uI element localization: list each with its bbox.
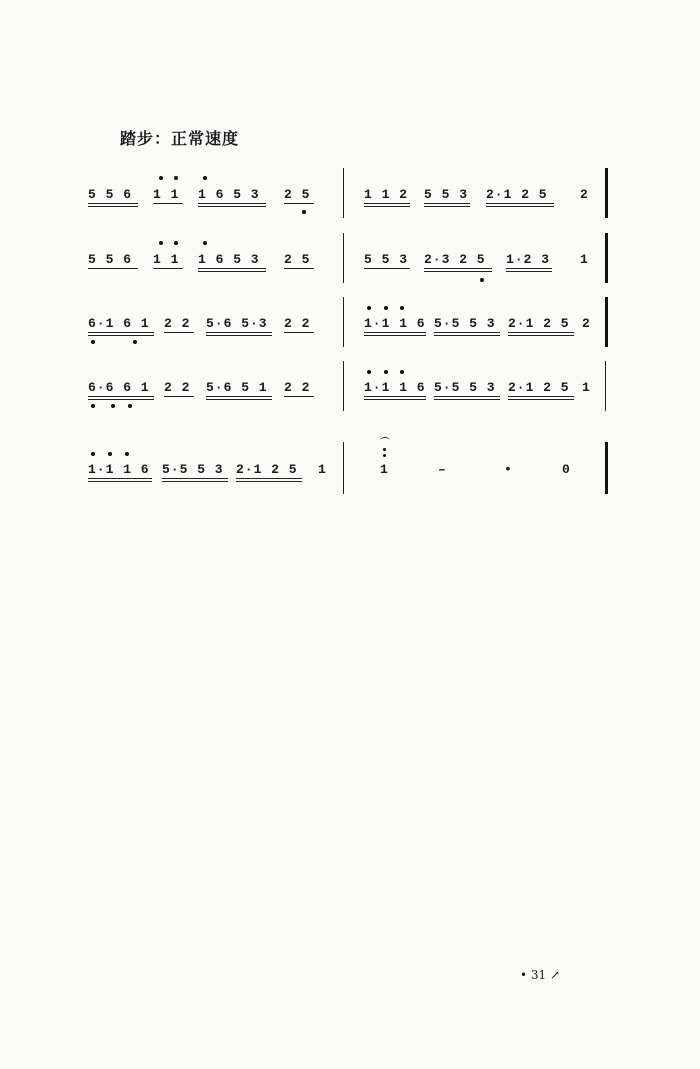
note-group: 6·6 6 1 <box>88 380 150 395</box>
bar-line <box>605 168 608 218</box>
note-group: 2 2 <box>164 380 191 395</box>
bar-line <box>343 168 344 218</box>
note-group: 2·1 2 5 <box>508 380 570 395</box>
note-group: 5·5 5 3 <box>434 316 496 331</box>
note-group: 1 6 5 3 <box>198 187 260 202</box>
dot-mark: • <box>504 462 513 477</box>
note-group: 2 5 <box>284 187 311 202</box>
note-group: 5 5 3 <box>364 252 409 267</box>
note-group: 5·5 5 3 <box>162 462 224 477</box>
note-group: 1 1 2 <box>364 187 409 202</box>
bar-line <box>343 361 344 411</box>
note: 1 <box>318 462 326 477</box>
end-bar-line <box>605 442 608 494</box>
note-group: 5·6 5·3 <box>206 316 268 331</box>
note-group: 1·2 3 <box>506 252 551 267</box>
note-group: 2 2 <box>284 316 311 331</box>
note-group: 1·1 1 6 <box>88 462 150 477</box>
page-number: • 31 ↗ <box>520 968 561 982</box>
note: 1 <box>580 252 588 267</box>
note-group: 2 2 <box>284 380 311 395</box>
note-group: 5 5 6 <box>88 187 133 202</box>
score-row-4 <box>0 358 700 428</box>
note: 2 <box>582 316 590 331</box>
bar-line <box>343 442 344 494</box>
note-group: 2 2 <box>164 316 191 331</box>
bar-line <box>605 233 608 283</box>
note: 1 <box>582 380 590 395</box>
rest: 0 <box>562 462 571 477</box>
note-group: 6·1 6 1 <box>88 316 150 331</box>
score-row-3 <box>0 294 700 364</box>
note-group: 5 5 3 <box>424 187 469 202</box>
note-group: 1 1 <box>153 252 180 267</box>
fermata-mark <box>380 437 390 444</box>
note-group: 1 1 <box>153 187 180 202</box>
note-group: 5·5 5 3 <box>434 380 496 395</box>
note: 1 <box>380 462 389 477</box>
note: 2 <box>580 187 588 202</box>
note-group: 2·1 2 5 <box>508 316 570 331</box>
note-group: 2·3 2 5 <box>424 252 486 267</box>
note-group: 1·1 1 6 <box>364 380 426 395</box>
note-group: 5·6 5 1 <box>206 380 268 395</box>
note-group: 2·1 2 5 <box>486 187 548 202</box>
score-row-2 <box>0 230 700 300</box>
section-title: 踏步：正常速度 <box>120 129 240 148</box>
score-row-1 <box>0 165 700 235</box>
note-group: 1 6 5 3 <box>198 252 260 267</box>
score-row-5 <box>0 440 700 510</box>
bar-line <box>343 297 344 347</box>
note-group: 1·1 1 6 <box>364 316 426 331</box>
bar-line <box>605 297 608 347</box>
note-group: 2 5 <box>284 252 311 267</box>
note-group: 5 5 6 <box>88 252 133 267</box>
bar-line <box>605 361 606 411</box>
dash: – <box>438 462 447 477</box>
bar-line <box>343 233 344 283</box>
note-group: 2·1 2 5 <box>236 462 298 477</box>
